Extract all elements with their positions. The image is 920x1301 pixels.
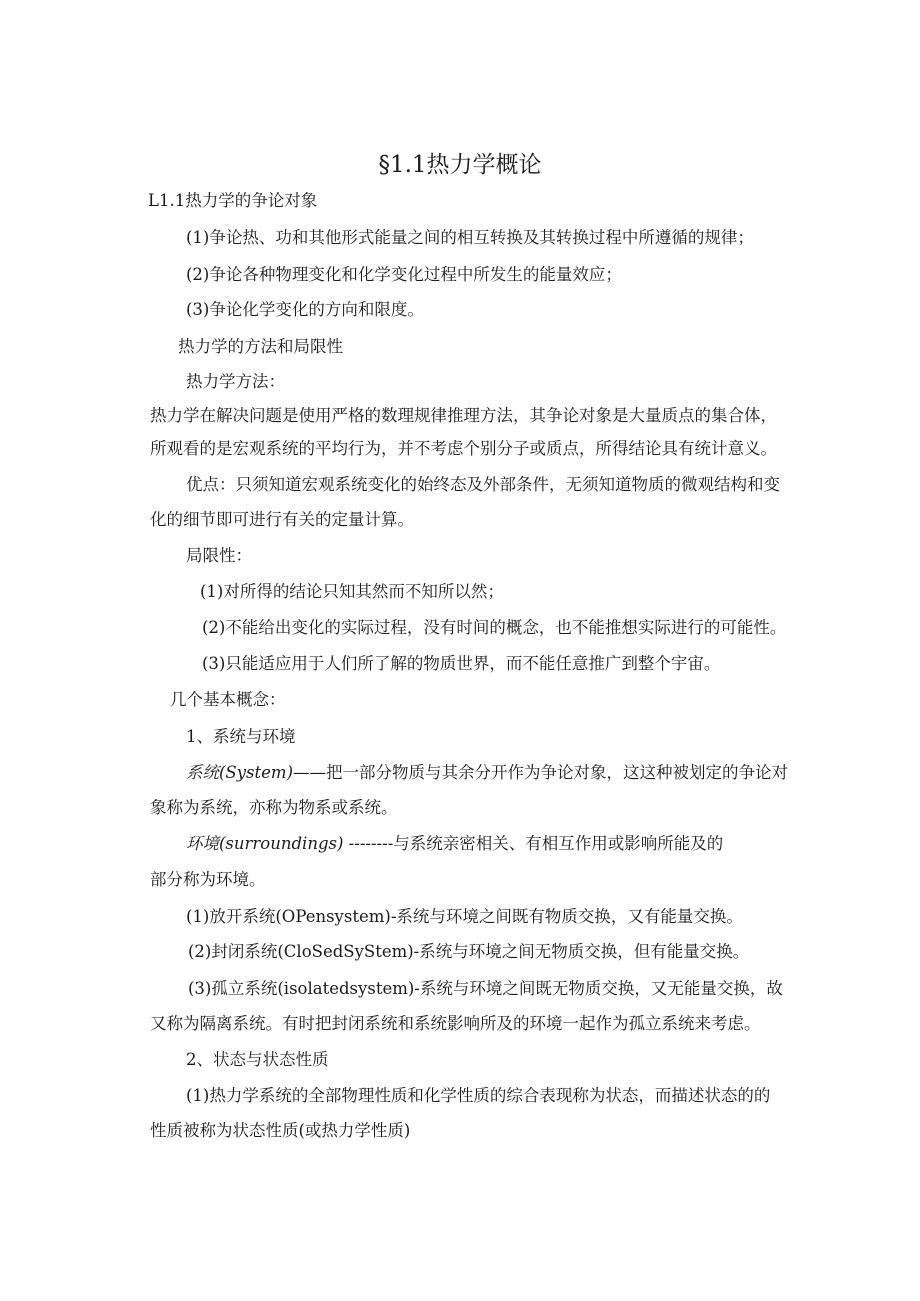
limitation-item-3: (3)只能适应用于人们所了解的物质世界，而不能任意推广到整个宇宙。 bbox=[202, 654, 721, 673]
methods-heading: 热力学的方法和局限性 bbox=[178, 337, 343, 356]
limitation-item-2: (2)不能给出变化的实际过程，没有时间的概念，也不能推想实际进行的可能性。 bbox=[202, 618, 787, 637]
method-paragraph-line-1: 热力学在解决问题是使用严格的数理规律推理方法，其争论对象是大量质点的集合体， bbox=[150, 406, 777, 425]
environment-term: 环境(surroundings) bbox=[186, 834, 344, 853]
state-paragraph-line-2: 性质被称为状态性质(或热力学性质) bbox=[150, 1121, 411, 1140]
concept-1-heading: 1、系统与环境 bbox=[186, 727, 296, 746]
system-definition-line-1 bbox=[186, 762, 788, 784]
limitation-item-1: (1)对所得的结论只知其然而不知所以然； bbox=[200, 582, 504, 601]
research-item-1: (1)争论热、功和其他形式能量之间的相互转换及其转换过程中所遵循的规律； bbox=[186, 228, 754, 247]
advantage-paragraph-line-1: 优点：只须知道宏观系统变化的始终态及外部条件，无须知道物质的微观结构和变 bbox=[186, 475, 780, 494]
system-type-closed: (2)封闭系统(CloSedSyStem)-系统与环境之间无物质交换，但有能量交换。 bbox=[188, 942, 750, 961]
system-definition-line-2: 象称为系统，亦称为物系或系统。 bbox=[150, 798, 398, 817]
environment-definition-text: --------与系统亲密相关、有相互作用或影响所能及的 bbox=[343, 834, 724, 853]
research-item-3: (3)争论化学变化的方向和限度。 bbox=[186, 300, 424, 319]
system-term: 系统(System) bbox=[186, 763, 294, 782]
concept-2-heading: 2、状态与状态性质 bbox=[186, 1050, 329, 1069]
research-item-2: (2)争论各种物理变化和化学变化过程中所发生的能量效应； bbox=[186, 265, 622, 284]
advantage-paragraph-line-2: 化的细节即可进行有关的定量计算。 bbox=[150, 510, 414, 529]
basic-concepts-heading: 几个基本概念： bbox=[170, 690, 286, 709]
system-definition-text: ——把一部分物质与其余分开作为争论对象，这这种被划定的争论对 bbox=[293, 763, 789, 782]
method-paragraph-line-2: 所观看的是宏观系统的平均行为，并不考虑个别分子或质点，所得结论具有统计意义。 bbox=[150, 439, 777, 458]
limitation-label: 局限性： bbox=[186, 546, 252, 565]
method-label: 热力学方法： bbox=[186, 372, 285, 391]
system-type-isolated-continued: 又称为隔离系统。有时把封闭系统和系统影响所及的环境一起作为孤立系统来考虑。 bbox=[150, 1014, 761, 1033]
section-title: §1.1热力学概论 bbox=[378, 152, 542, 178]
system-type-isolated: (3)孤立系统(isolatedsystem)-系统与环境之间既无物质交换，又无能量交换，故 bbox=[188, 979, 783, 998]
environment-definition-line-2: 部分称为环境。 bbox=[150, 870, 266, 889]
system-type-open: (1)放开系统(OPensystem)-系统与环境之间既有物质交换，又有能量交换。 bbox=[186, 907, 743, 926]
state-paragraph-line-1: (1)热力学系统的全部物理性质和化学性质的综合表现称为状态，而描述状态的的 bbox=[186, 1086, 771, 1105]
subsection-heading: L1.1热力学的争论对象 bbox=[148, 191, 318, 210]
environment-definition-line-1 bbox=[186, 833, 723, 855]
